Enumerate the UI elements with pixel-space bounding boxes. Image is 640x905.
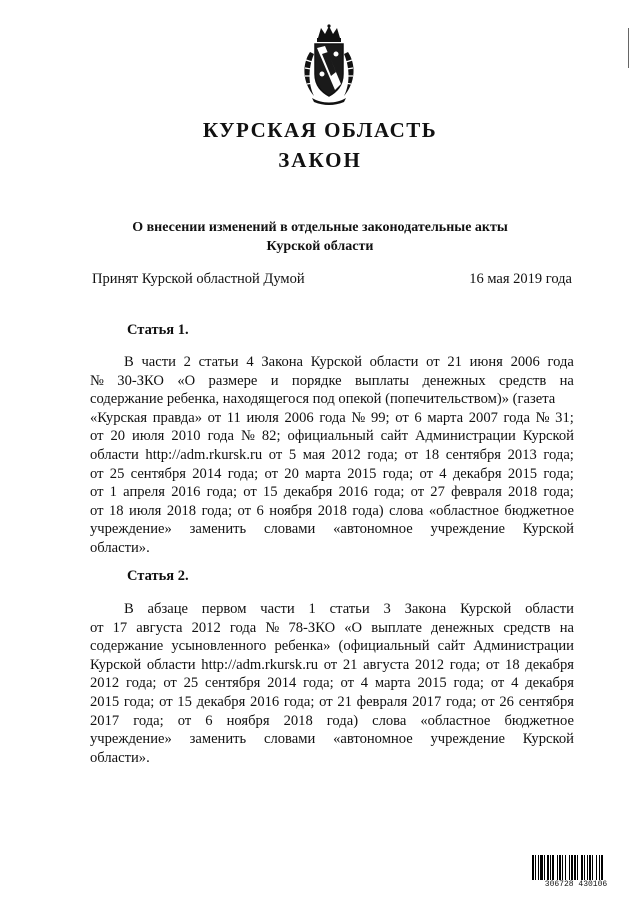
text-word: 2018: [317, 502, 347, 519]
barcode-bar: [538, 855, 539, 881]
text-line: [90, 390, 574, 409]
text-word: слова: [389, 502, 424, 519]
text-word: 99;: [370, 409, 390, 426]
text-word: года): [352, 502, 384, 519]
text-word: от: [207, 409, 222, 426]
text-word: Закона: [261, 354, 304, 370]
text-word: 5: [288, 446, 297, 463]
text-word: на: [559, 619, 574, 636]
text-word: №: [240, 428, 255, 445]
text-word: 17: [112, 619, 128, 636]
text-word: 6: [414, 409, 422, 426]
text-word: Закона: [404, 601, 447, 617]
text-word: 27: [430, 484, 445, 501]
text-word: ребенка»: [274, 638, 331, 655]
text-word: от: [90, 502, 104, 519]
text-word: года;: [543, 446, 574, 463]
text-word: 2016: [171, 484, 201, 501]
text-word: 2014: [267, 675, 297, 692]
text-word: средств: [499, 372, 547, 389]
text-word: года;: [449, 656, 481, 673]
adopted-by: Принят Курской областной Думой: [92, 271, 305, 287]
text-word: 2015: [507, 465, 538, 482]
text-word: 2006: [510, 354, 540, 370]
text-word: 1: [109, 484, 117, 501]
barcode-bar: [599, 855, 600, 881]
text-word: февраля: [356, 693, 408, 710]
text-word: декабря: [283, 484, 333, 501]
text-word: августа: [363, 656, 410, 673]
text-word: года;: [206, 484, 238, 501]
text-word: денежных: [422, 372, 486, 389]
text-word: 11: [226, 409, 241, 426]
barcode-bar: [601, 855, 603, 881]
text-word: области: [525, 601, 574, 617]
text-word: года;: [283, 693, 315, 710]
text-word: «Курская: [90, 409, 148, 426]
text-word: ноября: [226, 712, 270, 729]
text-word: от: [404, 446, 418, 463]
barcode-bar: [581, 855, 583, 881]
text-word: 2012: [191, 619, 221, 636]
coat-of-arms-emblem: [298, 24, 360, 106]
barcode-bar: [589, 855, 591, 881]
text-word: года;: [133, 712, 164, 729]
barcode-bar: [592, 855, 593, 881]
barcode-bar: [574, 855, 576, 881]
document-type-title: ЗАКОН: [278, 148, 362, 172]
text-word: 2016: [250, 693, 280, 710]
text-word: Администрации: [473, 638, 574, 655]
text-word: Курской: [522, 521, 574, 538]
text-word: от: [323, 656, 338, 673]
text-word: 2017: [90, 712, 120, 729]
text-word: от: [481, 693, 495, 710]
text-line: [90, 730, 574, 749]
barcode-bar: [552, 855, 554, 881]
text-word: 21: [447, 354, 462, 370]
text-word: года;: [543, 465, 574, 482]
text-word: области».: [90, 749, 150, 766]
text-word: от: [90, 428, 104, 445]
text-word: года: [319, 409, 346, 426]
text-word: 2014: [192, 465, 222, 482]
text-word: апреля: [123, 484, 166, 501]
text-line: [90, 427, 574, 446]
text-word: 4: [246, 354, 254, 370]
text-word: учреждение: [430, 521, 505, 538]
text-word: августа: [136, 619, 183, 636]
text-word: денежных: [431, 619, 495, 636]
text-line: [90, 409, 574, 428]
barcode-bar: [565, 855, 566, 881]
text-word: года;: [445, 693, 477, 710]
text-word: июля: [246, 409, 279, 426]
text-word: от: [319, 693, 333, 710]
text-word: года;: [453, 675, 484, 692]
adoption-date: 16 мая 2019 года: [469, 271, 572, 287]
text-word: 3: [383, 601, 391, 617]
text-word: абзаце: [147, 601, 188, 617]
text-word: словами: [264, 731, 316, 748]
barcode-bar: [532, 855, 534, 881]
text-word: Администрации: [414, 428, 516, 445]
barcode-bar: [577, 855, 578, 881]
text-word: http://adm.rkursk.ru: [145, 446, 263, 463]
text-word: декабря: [196, 693, 246, 710]
text-word: года): [326, 712, 359, 729]
text-word: декабря: [525, 675, 574, 692]
text-word: 30-ЗКО: [117, 372, 164, 389]
region-title: КУРСКАЯ ОБЛАСТЬ: [202, 118, 438, 142]
text-word: словами: [264, 521, 316, 538]
text-word: http://adm.rkursk.ru: [201, 656, 319, 673]
text-word: выплате: [371, 619, 422, 636]
text-word: года;: [373, 484, 405, 501]
text-word: мая: [302, 446, 326, 463]
text-word: содержание: [90, 638, 164, 655]
text-word: сентября: [445, 446, 502, 463]
text-line: [90, 619, 574, 638]
barcode-bar: [540, 855, 543, 881]
text-word: заменить: [189, 521, 247, 538]
text-word: года;: [201, 502, 233, 519]
text-word: 78-ЗКО: [288, 619, 336, 636]
text-word: июля: [132, 428, 165, 445]
text-word: 21: [342, 656, 358, 673]
barcode-bar: [547, 855, 549, 881]
text-line: [90, 502, 574, 521]
text-word: статьи: [329, 601, 370, 617]
text-word: от: [410, 484, 425, 501]
text-line: [90, 446, 574, 465]
law-subject: [100, 218, 540, 256]
text-word: «областное: [428, 502, 499, 519]
text-word: сайт: [380, 428, 408, 445]
text-word: от: [485, 656, 500, 673]
text-word: года;: [227, 465, 259, 482]
text-word: 20: [110, 428, 126, 445]
text-word: 2015: [90, 693, 120, 710]
barcode-bars: [531, 855, 621, 881]
text-word: первом: [201, 601, 247, 617]
text-word: «областное: [420, 712, 491, 729]
text-word: области: [146, 656, 196, 673]
text-word: февраля: [451, 484, 502, 501]
text-word: 20: [284, 465, 299, 482]
text-word: года: [229, 619, 257, 636]
text-word: 21: [337, 693, 352, 710]
text-word: 6: [256, 502, 264, 519]
text-word: от: [90, 484, 104, 501]
text-word: от: [419, 465, 433, 482]
article-1-text: [90, 353, 574, 558]
text-word: от: [90, 619, 104, 636]
barcode-bar: [559, 855, 561, 881]
text-word: года;: [303, 675, 334, 692]
text-word: сайт: [437, 638, 465, 655]
text-word: года;: [126, 675, 157, 692]
barcode-bar: [562, 855, 563, 881]
text-word: сентября: [518, 693, 574, 710]
text-word: Курской: [460, 601, 512, 617]
text-word: марта: [305, 465, 341, 482]
text-line: [90, 353, 574, 372]
text-word: «автономное: [333, 731, 413, 748]
text-word: от: [264, 465, 278, 482]
text-word: года;: [123, 693, 155, 710]
text-word: В: [124, 354, 134, 370]
text-word: от: [268, 446, 283, 463]
barcode-bar: [544, 855, 545, 881]
text-word: №: [535, 409, 550, 426]
text-word: 2015: [417, 675, 447, 692]
article-1-heading: Статья 1.: [127, 322, 189, 338]
text-word: 2018: [507, 484, 538, 501]
text-word: года: [547, 354, 574, 370]
text-word: года;: [367, 446, 398, 463]
text-word: 2013: [507, 446, 537, 463]
text-line: [90, 483, 574, 502]
text-word: 18: [108, 502, 124, 519]
barcode-bar: [535, 855, 536, 881]
text-word: порядке: [291, 372, 342, 389]
text-word: от: [90, 465, 104, 482]
text-word: 82;: [261, 428, 281, 445]
text-word: декабря: [525, 656, 574, 673]
text-word: сентября: [205, 675, 261, 692]
text-word: слова: [372, 712, 407, 729]
text-word: от: [426, 354, 440, 370]
text-word: июня: [469, 354, 503, 370]
text-word: 2017: [412, 693, 442, 710]
text-word: 2: [183, 354, 191, 370]
text-word: от: [159, 693, 173, 710]
text-word: от: [490, 675, 505, 692]
text-word: части: [260, 601, 295, 617]
page-edge-mark: [626, 28, 632, 68]
text-word: области».: [90, 539, 150, 556]
article-2-text: [90, 600, 574, 767]
text-word: июля: [129, 502, 162, 519]
text-word: года;: [543, 484, 574, 501]
text-word: Курской: [90, 656, 142, 673]
barcode-number: 306728 430106: [531, 880, 621, 889]
text-word: 2007: [468, 409, 498, 426]
text-line: [90, 749, 574, 768]
text-word: 4: [511, 675, 519, 692]
text-word: 2006: [284, 409, 314, 426]
text-word: и: [270, 372, 279, 389]
text-word: «О: [177, 372, 196, 389]
text-word: 2012: [414, 656, 445, 673]
barcode-bar: [557, 855, 558, 881]
text-word: года: [207, 428, 234, 445]
text-word: №: [90, 372, 104, 389]
text-word: области: [90, 446, 139, 463]
text-word: 26: [499, 693, 514, 710]
text-word: 25: [109, 465, 125, 482]
text-word: 2018: [166, 502, 197, 519]
barcode-bar: [584, 855, 585, 881]
text-word: марта: [374, 675, 411, 692]
text-line: [90, 712, 574, 731]
text-line: [90, 465, 574, 484]
text-line: [90, 539, 574, 558]
text-word: Курской: [310, 354, 362, 370]
text-word: 15: [262, 484, 278, 501]
text-word: от: [163, 675, 177, 692]
text-word: 2018: [283, 712, 313, 729]
text-word: года: [503, 409, 530, 426]
text-word: от: [395, 409, 409, 426]
text-word: 1: [308, 601, 316, 617]
text-line: [90, 600, 574, 619]
text-word: Курской: [522, 731, 574, 748]
text-word: 4: [439, 465, 447, 482]
text-word: области: [369, 354, 419, 370]
text-line: [90, 674, 574, 693]
text-word: усыновленного: [171, 638, 267, 655]
text-word: от: [340, 675, 354, 692]
barcode-bar: [587, 855, 588, 881]
text-word: 2015: [347, 465, 377, 482]
text-word: №: [265, 619, 280, 636]
text-word: бюджетное: [504, 502, 574, 519]
text-word: учреждение»: [90, 521, 172, 538]
barcode: [531, 855, 621, 889]
text-word: 4: [360, 675, 369, 692]
text-line: [90, 372, 574, 391]
text-word: 15: [177, 693, 192, 710]
text-word: В: [124, 601, 134, 617]
text-word: декабря: [452, 465, 502, 482]
text-word: официальный: [287, 428, 374, 445]
barcode-bar: [571, 855, 573, 881]
text-word: 2016: [338, 484, 368, 501]
text-line: [90, 693, 574, 712]
text-word: марта: [427, 409, 464, 426]
text-word: 2012: [331, 446, 361, 463]
text-word: средств: [503, 619, 551, 636]
text-word: правда»: [152, 409, 203, 426]
text-word: от: [243, 484, 257, 501]
law-subject-line: О внесении изменений в отдельные законодательные акты: [132, 220, 508, 235]
text-word: на: [559, 372, 574, 389]
text-word: 2010: [171, 428, 201, 445]
article-2-heading: Статья 2.: [127, 568, 189, 584]
text-word: 6: [205, 712, 213, 729]
text-word: бюджетное: [504, 712, 574, 729]
text-line: [90, 656, 574, 675]
text-word: «автономное: [333, 521, 413, 538]
text-word: Курской: [522, 428, 574, 445]
text-word: выплаты: [355, 372, 410, 389]
barcode-bar: [550, 855, 551, 881]
text-word: от: [177, 712, 192, 729]
barcode-bar: [569, 855, 570, 881]
text-word: «О: [344, 619, 363, 636]
text-word: №: [351, 409, 366, 426]
text-word: 31;: [555, 409, 574, 426]
text-word: года;: [382, 465, 414, 482]
text-word: 18: [424, 446, 440, 463]
text-word: заменить: [189, 731, 247, 748]
text-word: учреждение»: [90, 731, 172, 748]
text-word: 2012: [90, 675, 120, 692]
text-word: содержание ребенка, находящегося под опекой (попечительством)» (газета: [90, 391, 556, 408]
text-word: статьи: [198, 354, 239, 370]
text-word: ноября: [269, 502, 313, 519]
text-line: [90, 520, 574, 539]
text-word: от: [237, 502, 251, 519]
text-word: 25: [183, 675, 199, 692]
text-word: 18: [505, 656, 520, 673]
text-line: [90, 637, 574, 656]
text-word: (официальный: [338, 638, 430, 655]
law-subject-line: Курской области: [266, 239, 374, 254]
text-word: сентября: [130, 465, 186, 482]
barcode-bar: [596, 855, 597, 881]
text-word: части: [141, 354, 176, 370]
text-word: учреждение: [430, 731, 505, 748]
text-word: размере: [208, 372, 258, 389]
